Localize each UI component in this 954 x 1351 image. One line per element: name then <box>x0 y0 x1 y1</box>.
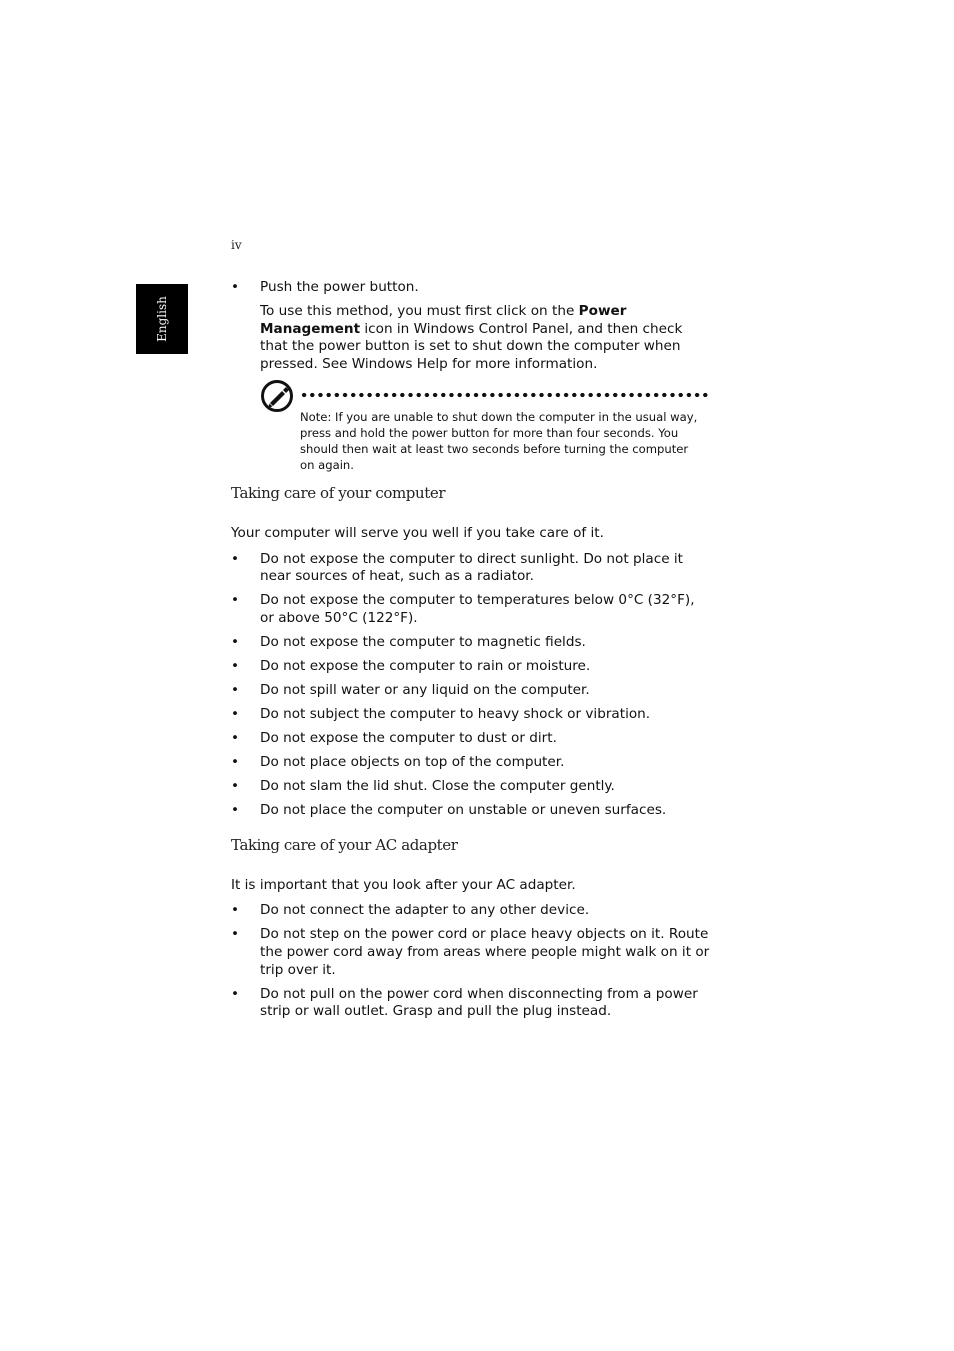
list-item: • Do not step on the power cord or place heavy objects on it. Route the power cord away from areas where people might walk on it or trip over it. <box>231 926 711 979</box>
list-item: • Do not expose the computer to direct sunlight. Do not place it near sources of heat, such as a radiator. <box>231 551 711 586</box>
paragraph-text: To use this method, you must first click on the <box>260 302 579 319</box>
note-text: Note: If you are unable to shut down the computer in the usual way, press and hold the power button for more than four seconds. You should then wait at least two seconds before turning the computer on again. <box>300 410 698 473</box>
power-management-paragraph <box>231 303 711 373</box>
language-tab-label: English <box>155 296 169 342</box>
list-item: • Do not subject the computer to heavy shock or vibration. <box>231 706 711 724</box>
list-item: • Do not connect the adapter to any other device. <box>231 902 711 920</box>
page-number: iv <box>231 238 242 252</box>
list-item: • Do not expose the computer to dust or dirt. <box>231 730 711 748</box>
section-intro-adapter: It is important that you look after your AC adapter. <box>231 876 576 893</box>
section-intro-computer: Your computer will serve you well if you take care of it. <box>231 524 604 541</box>
power-management-term: Power Management <box>260 302 627 337</box>
list-item: • Do not expose the computer to temperatures below 0°C (32°F), or above 50°C (122°F). <box>231 592 711 627</box>
note-pen-icon <box>260 379 294 413</box>
paragraph-text: icon in Windows Control Panel, and then check that the power button is set to shut down the computer when pressed. See Windows Help for more information. <box>260 320 683 372</box>
list-item: • Do not spill water or any liquid on the computer. <box>231 682 711 700</box>
list-item: • Push the power button. <box>231 279 711 297</box>
list-item: • Do not place the computer on unstable or uneven surfaces. <box>231 802 711 820</box>
list-item: • Do not pull on the power cord when disconnecting from a power strip or wall outlet. Grasp and pull the plug instead. <box>231 986 711 1021</box>
list-item: • Do not place objects on top of the computer. <box>231 754 711 772</box>
page-content <box>231 279 711 1027</box>
language-tab <box>136 284 188 354</box>
note-box <box>260 379 711 475</box>
list-item: • Do not slam the lid shut. Close the computer gently. <box>231 778 711 796</box>
note-divider <box>300 392 710 398</box>
list-item: • Do not expose the computer to rain or moisture. <box>231 658 711 676</box>
list-item: • Do not expose the computer to magnetic fields. <box>231 634 711 652</box>
section-heading-computer: Taking care of your computer <box>231 484 446 503</box>
section-heading-adapter: Taking care of your AC adapter <box>231 836 458 855</box>
